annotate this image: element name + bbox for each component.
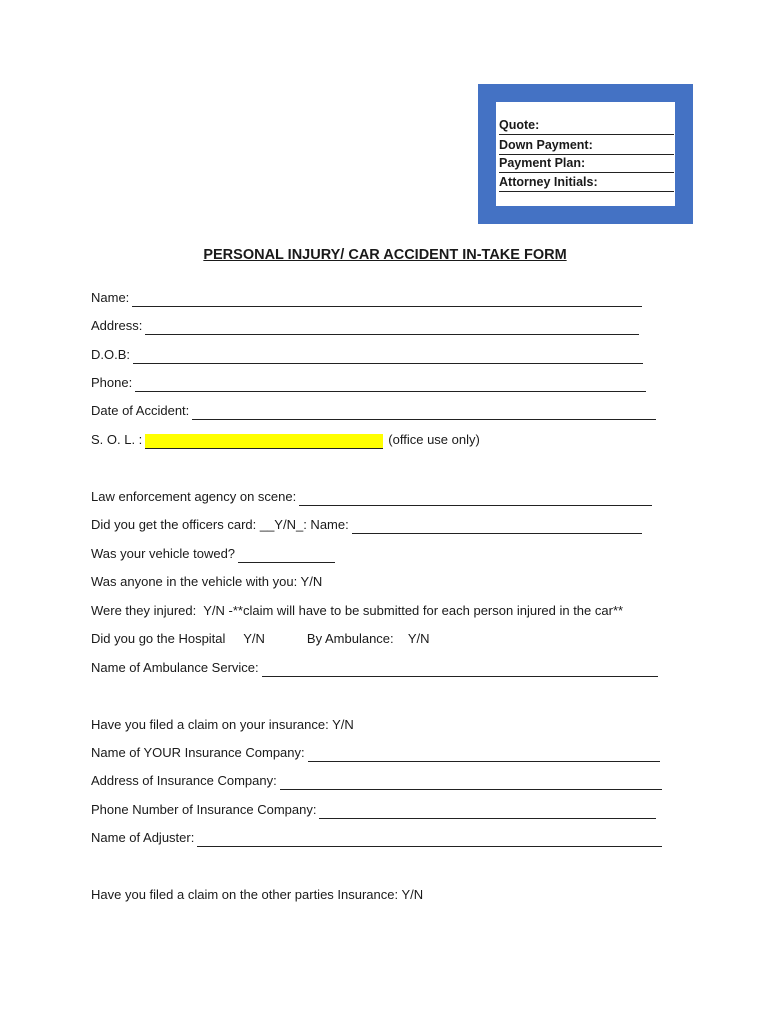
office-use-box	[478, 84, 693, 224]
attorney-initials-field[interactable]	[499, 173, 674, 192]
hospital-label: Did you go the Hospital Y/N	[91, 631, 265, 646]
insurance-phone-input-line[interactable]	[319, 804, 656, 819]
your-insurance-row	[91, 744, 660, 762]
address-input-line[interactable]	[145, 320, 639, 335]
date-of-accident-row	[91, 402, 656, 420]
hospital-row	[91, 630, 430, 648]
insurance-address-row	[91, 772, 662, 790]
ambulance-label: By Ambulance: Y/N	[306, 631, 430, 646]
date-of-accident-label: Date of Accident:	[91, 403, 190, 418]
sol-highlighted-input[interactable]	[145, 434, 383, 449]
name-row	[91, 289, 642, 307]
adjuster-row	[91, 829, 662, 847]
filed-claim-own-row	[91, 716, 354, 734]
anyone-in-vehicle-row	[91, 573, 322, 591]
form-title: PERSONAL INJURY/ CAR ACCIDENT IN-TAKE FORM	[203, 247, 567, 263]
name-input-line[interactable]	[132, 292, 642, 307]
vehicle-towed-label: Was your vehicle towed?	[91, 546, 236, 561]
insurance-phone-row	[91, 801, 656, 819]
filed-claim-other-row	[91, 886, 423, 904]
officer-name-input-line[interactable]	[352, 519, 642, 534]
sol-row	[91, 431, 480, 449]
payment-plan-label: Payment Plan:	[499, 156, 586, 170]
filed-claim-own-label: Have you filed a claim on your insurance: Y/N	[91, 717, 354, 732]
address-row	[91, 317, 639, 335]
ambulance-service-input-line[interactable]	[262, 662, 658, 677]
vehicle-towed-row	[91, 545, 335, 563]
name-label: Name:	[91, 290, 130, 305]
down-payment-field[interactable]	[499, 136, 674, 155]
insurance-phone-label: Phone Number of Insurance Company:	[91, 802, 317, 817]
payment-plan-field[interactable]	[499, 154, 674, 173]
law-enforcement-row	[91, 488, 652, 506]
your-insurance-label: Name of YOUR Insurance Company:	[91, 745, 305, 760]
were-injured-row	[91, 602, 623, 620]
vehicle-towed-input-line[interactable]	[238, 548, 335, 563]
phone-row	[91, 374, 646, 392]
adjuster-input-line[interactable]	[197, 832, 662, 847]
officers-card-label: Did you get the officers card: __Y/N_: Name:	[91, 517, 349, 532]
quote-label: Quote:	[499, 118, 540, 132]
were-injured-label: Were they injured: Y/N -**claim will have to be submitted for each person injured in the car**	[91, 603, 624, 618]
filed-claim-other-label: Have you filed a claim on the other parties Insurance: Y/N	[91, 887, 424, 902]
phone-label: Phone:	[91, 375, 133, 390]
office-use-panel	[496, 102, 675, 206]
down-payment-label: Down Payment:	[499, 138, 593, 152]
anyone-in-vehicle-label: Was anyone in the vehicle with you: Y/N	[91, 574, 323, 589]
law-enforcement-label: Law enforcement agency on scene:	[91, 489, 297, 504]
quote-field[interactable]	[499, 116, 674, 135]
sol-note: (office use only)	[388, 432, 480, 447]
ambulance-service-label: Name of Ambulance Service:	[91, 660, 259, 675]
sol-label: S. O. L. :	[91, 432, 143, 447]
law-enforcement-input-line[interactable]	[299, 491, 652, 506]
your-insurance-input-line[interactable]	[308, 747, 660, 762]
attorney-initials-label: Attorney Initials:	[499, 175, 598, 189]
dob-label: D.O.B:	[91, 347, 131, 362]
phone-input-line[interactable]	[135, 377, 646, 392]
ambulance-service-row	[91, 659, 658, 677]
insurance-address-label: Address of Insurance Company:	[91, 773, 277, 788]
officers-card-row	[91, 516, 642, 534]
dob-row	[91, 346, 643, 364]
insurance-address-input-line[interactable]	[280, 775, 662, 790]
dob-input-line[interactable]	[133, 349, 643, 364]
address-label: Address:	[91, 318, 143, 333]
adjuster-label: Name of Adjuster:	[91, 830, 195, 845]
date-of-accident-input-line[interactable]	[192, 405, 656, 420]
